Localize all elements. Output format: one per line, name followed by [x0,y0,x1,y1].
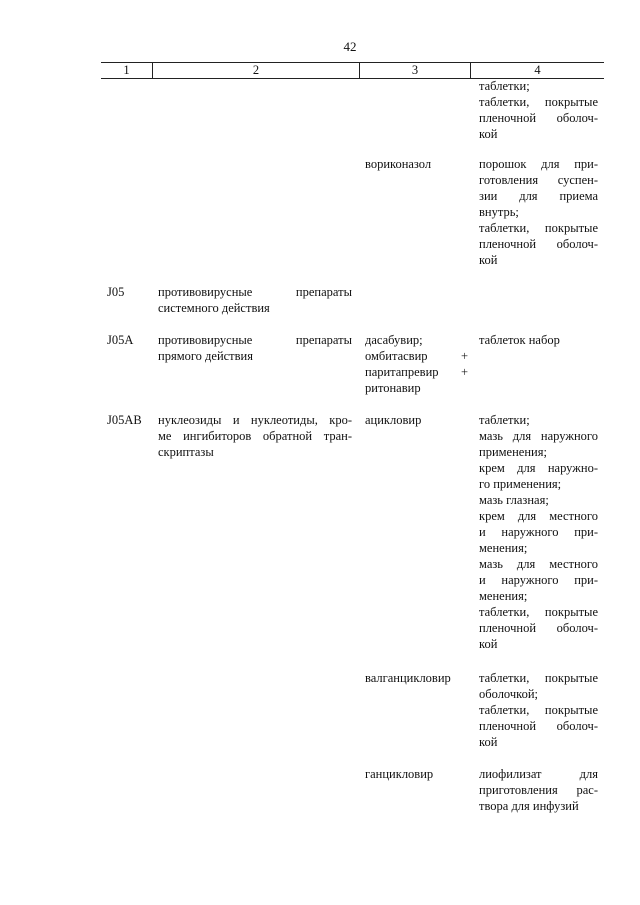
row-4-col2-line: ме ингибиторов обратной тран- [158,429,352,443]
row-6-col4-line: приготовления рас- [479,783,598,797]
row-1-dosage-forms [479,156,598,268]
row-4-col2-line: нуклеозиды и нуклеотиды, кро- [158,413,352,427]
row-5-col4-line: таблетки, покрытые [479,703,598,717]
row-5-col4-line: таблетки, покрытые [479,671,598,685]
row-5-col4-line: кой [479,735,498,749]
row-4-col4-line: и наружного при- [479,525,598,539]
row-4-col4-line: и наружного при- [479,573,598,587]
column-header-4: 4 [534,63,541,77]
row-0-col4-line: кой [479,127,498,141]
row-4-col4-line: крем для наружно- [479,461,598,475]
row-1-col3-line: вориконазол [365,157,432,171]
row-1-col4-line: зии для приема [479,189,598,203]
row-3-drug-name [365,332,468,396]
row-1-col4-line: порошок для при- [479,157,598,171]
row-4-col4-line: таблетки; [479,413,530,427]
row-1-col4-line: готовления суспен- [479,173,598,187]
row-3-col3-line: ритонавир [365,381,421,395]
row-4-col4-line: мазь глазная; [479,493,549,507]
row-3-col4-line: таблеток набор [479,333,560,347]
row-3-col2-line: противовирусные препараты [158,333,352,347]
row-4-group-name [158,412,352,460]
column-header-3: 3 [360,63,471,78]
row-1-col4-line: кой [479,253,498,267]
table-header-row [101,62,604,79]
row-4-dosage-forms [479,412,598,652]
row-6-col4-line: лиофилизат для [479,767,598,781]
row-4-col2-line: скриптазы [158,445,214,459]
row-2-col2-line: противовирусные препараты [158,285,352,299]
row-3-atc-code: J05A [107,333,134,347]
row-5-col3-line: валганцикловир [365,671,451,685]
row-5-col4-line: оболочкой; [479,687,538,701]
row-4-col4-line: менения; [479,589,528,603]
row-6-drug-name [365,766,468,782]
row-4-col4-line: го применения; [479,477,562,491]
row-4-col4-line: пленочной оболоч- [479,621,598,635]
row-3-col2-line: прямого действия [158,349,253,363]
column-header-2: 2 [153,63,360,78]
row-4-col4-line: мазь для наружного [479,429,598,443]
row-1-col4-line: пленочной оболоч- [479,237,598,251]
row-4-col4-line: применения; [479,445,547,459]
row-0-dosage-forms [479,78,598,142]
row-4-col4-line: таблетки, покрытые [479,605,598,619]
row-0-col4-line: таблетки, покрытые [479,95,598,109]
row-6-col4-line: твора для инфузий [479,799,579,813]
row-0-col4-line: таблетки; [479,79,530,93]
row-4-col4-line: мазь для местного [479,557,598,571]
row-5-dosage-forms [479,670,598,750]
row-1-col4-line: таблетки, покрытые [479,221,598,235]
row-0-col4-line: пленочной оболоч- [479,111,598,125]
page-number: 42 [343,39,357,54]
row-2-atc-code: J05 [107,285,125,299]
row-5-col4-line: пленочной оболоч- [479,719,598,733]
row-4-atc-code: J05AB [107,413,142,427]
row-4-col4-line: менения; [479,541,528,555]
row-4-col4-line: кой [479,637,498,651]
row-6-dosage-forms [479,766,598,814]
column-header-1: 1 [101,63,153,78]
row-3-group-name [158,332,352,364]
row-3-col3-line: омбитасвир + [365,349,468,363]
row-4-col3-line: ацикловир [365,413,422,427]
row-2-col2-line: системного действия [158,301,270,315]
row-6-col3-line: ганцикловир [365,767,434,781]
row-4-drug-name [365,412,468,428]
row-4-col4-line: крем для местного [479,509,598,523]
row-1-col4-line: внутрь; [479,205,519,219]
row-5-drug-name [365,670,468,686]
row-2-group-name [158,284,352,316]
row-3-dosage-forms [479,332,598,348]
row-3-col3-line: дасабувир; [365,333,423,347]
row-3-col3-line: паритапревир + [365,365,468,379]
row-1-drug-name [365,156,468,172]
